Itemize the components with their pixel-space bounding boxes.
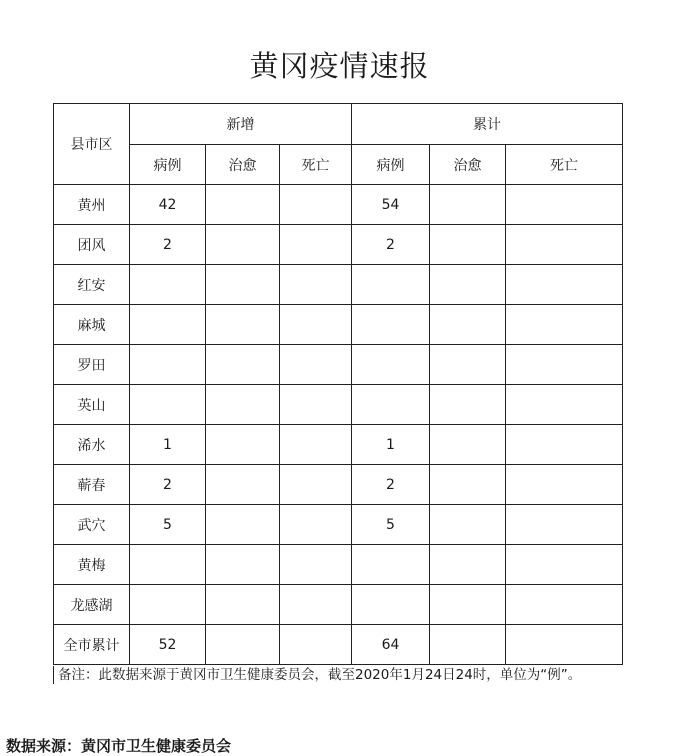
header-cum-cured: 治愈 bbox=[430, 145, 506, 185]
cell-new-cases bbox=[130, 345, 206, 385]
cell-new-deaths bbox=[280, 465, 352, 505]
cell-cum-deaths bbox=[506, 345, 623, 385]
cell-region: 浠水 bbox=[54, 425, 130, 465]
cell-new-cases: 1 bbox=[130, 425, 206, 465]
cell-new-deaths bbox=[280, 385, 352, 425]
table-note: 备注：此数据来源于黄冈市卫生健康委员会，截至2020年1月24日24时，单位为“例”。 bbox=[53, 666, 581, 684]
cell-cum-deaths bbox=[506, 265, 623, 305]
cell-cum-cured bbox=[430, 265, 506, 305]
cell-new-cured bbox=[206, 185, 280, 225]
header-new-cases: 病例 bbox=[130, 145, 206, 185]
cell-cum-cured bbox=[430, 505, 506, 545]
header-new: 新增 bbox=[130, 104, 352, 145]
cell-new-cases: 2 bbox=[130, 465, 206, 505]
cell-new-deaths bbox=[280, 625, 352, 665]
cell-new-cases: 52 bbox=[130, 625, 206, 665]
cell-region: 武穴 bbox=[54, 505, 130, 545]
table-row bbox=[54, 385, 623, 425]
cell-cum-cases: 1 bbox=[352, 425, 430, 465]
table-row bbox=[54, 305, 623, 345]
table-row bbox=[54, 265, 623, 305]
table-row bbox=[54, 545, 623, 585]
cell-new-cases: 42 bbox=[130, 185, 206, 225]
cell-cum-cured bbox=[430, 585, 506, 625]
cell-cum-deaths bbox=[506, 505, 623, 545]
page-title: 黄冈疫情速报 bbox=[249, 49, 430, 83]
data-source: 数据来源：黄冈市卫生健康委员会 bbox=[6, 737, 232, 755]
cell-new-cured bbox=[206, 305, 280, 345]
cell-cum-cured bbox=[430, 425, 506, 465]
cell-region: 黄梅 bbox=[54, 545, 130, 585]
cell-region: 麻城 bbox=[54, 305, 130, 345]
cell-region: 罗田 bbox=[54, 345, 130, 385]
cell-region: 蕲春 bbox=[54, 465, 130, 505]
cell-cum-deaths bbox=[506, 585, 623, 625]
cell-new-cured bbox=[206, 625, 280, 665]
table-row bbox=[54, 345, 623, 385]
cell-new-deaths bbox=[280, 185, 352, 225]
cell-cum-cases: 2 bbox=[352, 225, 430, 265]
cell-cum-cases: 2 bbox=[352, 465, 430, 505]
cell-new-deaths bbox=[280, 225, 352, 265]
header-region: 县市区 bbox=[54, 104, 130, 185]
cell-cum-cases: 54 bbox=[352, 185, 430, 225]
cell-new-cured bbox=[206, 545, 280, 585]
cell-cum-deaths bbox=[506, 465, 623, 505]
cell-new-deaths bbox=[280, 545, 352, 585]
table-row bbox=[54, 425, 623, 465]
cell-new-cases bbox=[130, 305, 206, 345]
cell-new-cases bbox=[130, 385, 206, 425]
cell-new-cured bbox=[206, 505, 280, 545]
cell-new-cases bbox=[130, 545, 206, 585]
cell-region: 团风 bbox=[54, 225, 130, 265]
cell-new-cases: 2 bbox=[130, 225, 206, 265]
table-row bbox=[54, 625, 623, 665]
cell-cum-cured bbox=[430, 225, 506, 265]
cell-cum-deaths bbox=[506, 225, 623, 265]
cell-region: 红安 bbox=[54, 265, 130, 305]
cell-new-cases bbox=[130, 265, 206, 305]
cell-new-cases bbox=[130, 585, 206, 625]
cell-cum-cured bbox=[430, 385, 506, 425]
cell-cum-cases bbox=[352, 585, 430, 625]
epidemic-table bbox=[53, 103, 623, 665]
cell-cum-cured bbox=[430, 465, 506, 505]
cell-region: 黄州 bbox=[54, 185, 130, 225]
cell-new-cases: 5 bbox=[130, 505, 206, 545]
cell-new-cured bbox=[206, 345, 280, 385]
cell-new-cured bbox=[206, 385, 280, 425]
cell-new-cured bbox=[206, 585, 280, 625]
cell-cum-cured bbox=[430, 345, 506, 385]
cell-region: 全市累计 bbox=[54, 625, 130, 665]
cell-cum-deaths bbox=[506, 425, 623, 465]
cell-cum-cases: 64 bbox=[352, 625, 430, 665]
cell-new-cured bbox=[206, 465, 280, 505]
cell-cum-deaths bbox=[506, 185, 623, 225]
cell-new-deaths bbox=[280, 585, 352, 625]
cell-cum-cases bbox=[352, 545, 430, 585]
cell-cum-cases bbox=[352, 345, 430, 385]
cell-new-deaths bbox=[280, 505, 352, 545]
cell-cum-cases bbox=[352, 385, 430, 425]
table-row bbox=[54, 185, 623, 225]
cell-new-cured bbox=[206, 425, 280, 465]
table-row bbox=[54, 465, 623, 505]
cell-new-cured bbox=[206, 265, 280, 305]
cell-new-deaths bbox=[280, 305, 352, 345]
header-cum-cases: 病例 bbox=[352, 145, 430, 185]
cell-cum-cured bbox=[430, 305, 506, 345]
header-new-deaths: 死亡 bbox=[280, 145, 352, 185]
table-row bbox=[54, 225, 623, 265]
cell-new-deaths bbox=[280, 265, 352, 305]
cell-cum-cured bbox=[430, 625, 506, 665]
cell-region: 英山 bbox=[54, 385, 130, 425]
header-cum-deaths: 死亡 bbox=[506, 145, 623, 185]
cell-cum-deaths bbox=[506, 545, 623, 585]
header-new-cured: 治愈 bbox=[206, 145, 280, 185]
cell-cum-cured bbox=[430, 545, 506, 585]
cell-cum-cured bbox=[430, 185, 506, 225]
table-row bbox=[54, 585, 623, 625]
cell-cum-cases: 5 bbox=[352, 505, 430, 545]
cell-cum-deaths bbox=[506, 305, 623, 345]
cell-new-deaths bbox=[280, 345, 352, 385]
cell-cum-cases bbox=[352, 305, 430, 345]
cell-cum-deaths bbox=[506, 625, 623, 665]
cell-cum-deaths bbox=[506, 385, 623, 425]
cell-new-cured bbox=[206, 225, 280, 265]
cell-cum-cases bbox=[352, 265, 430, 305]
cell-new-deaths bbox=[280, 425, 352, 465]
header-cumulative: 累计 bbox=[352, 104, 623, 145]
cell-region: 龙感湖 bbox=[54, 585, 130, 625]
table-row bbox=[54, 505, 623, 545]
